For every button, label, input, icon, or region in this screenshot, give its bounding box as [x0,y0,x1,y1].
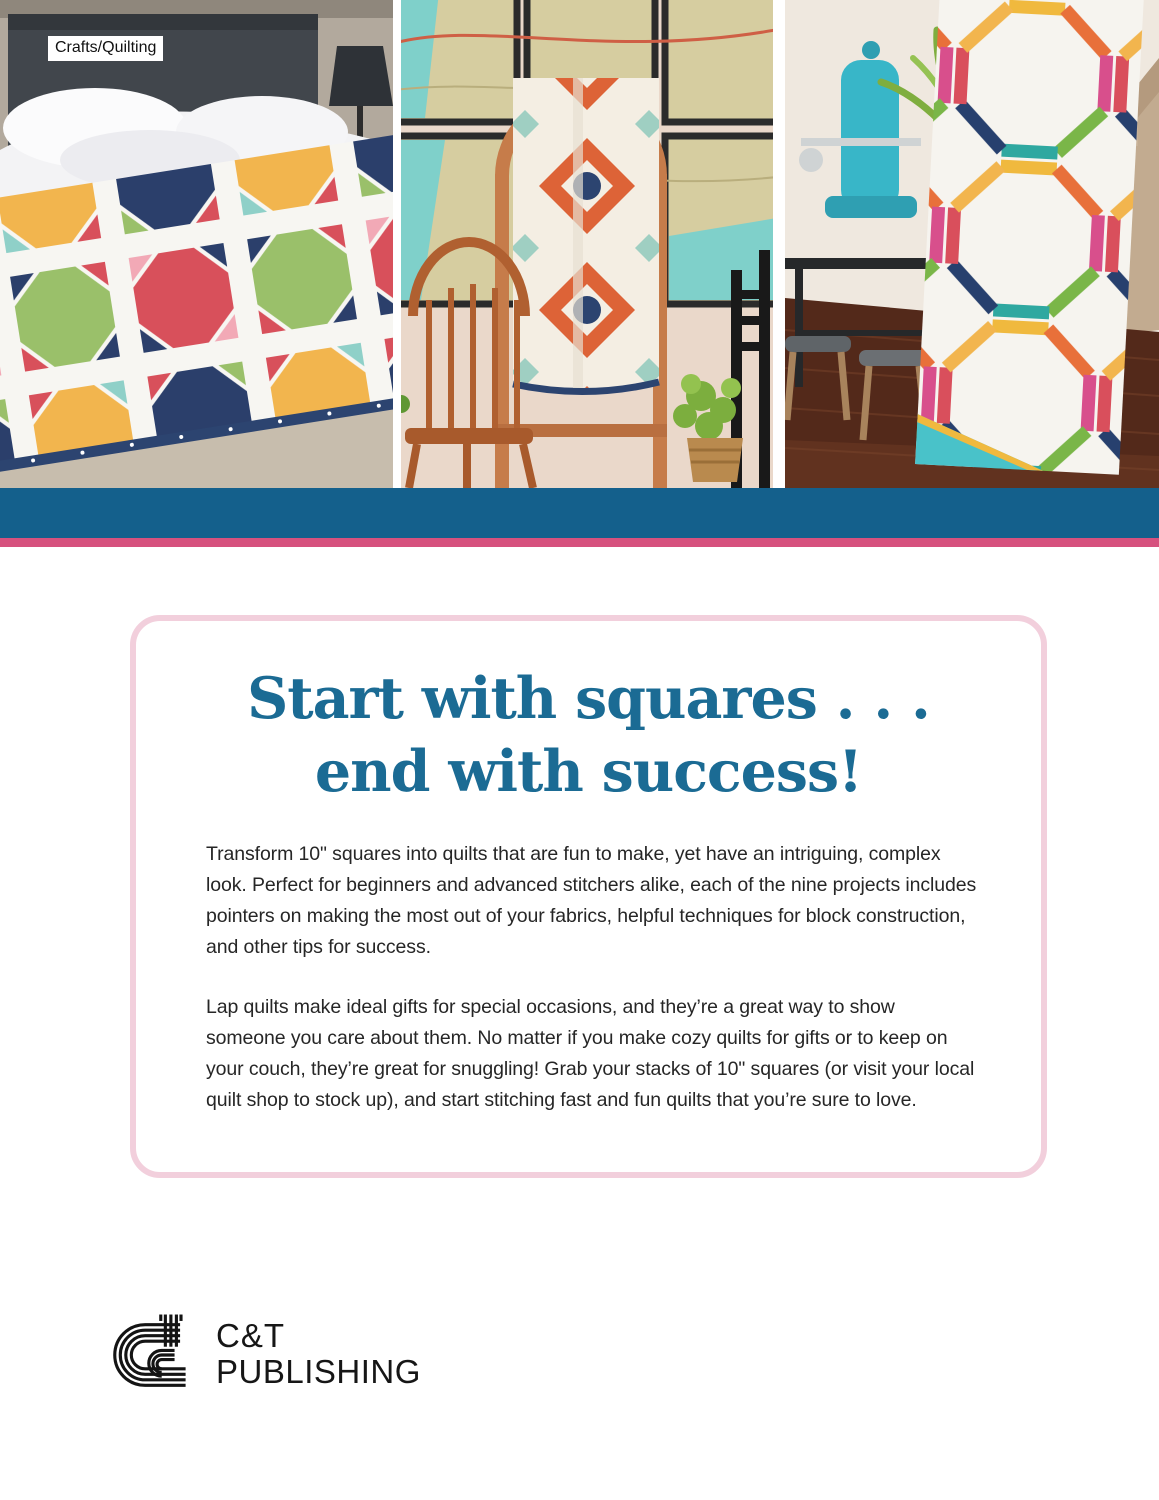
photo-ladder-quilt [401,0,773,488]
pink-stripe [0,538,1159,547]
blurb-box [130,615,1047,1178]
body-copy [206,839,977,1117]
paragraph-2: Lap quilts make ideal gifts for special occasions, and they’re a great way to show someone you care about them. No matter if you make cozy quilts for gifts or to keep on your couch, they’re great for snuggling! Grab your stacks of 10" squares (or visit your local quilt shop to stock up), and start stitching fast and fun quilts that you’re sure to love. [206,995,975,1112]
photo-bed-quilt-illustration [0,0,393,488]
teal-band [0,488,1159,538]
paragraph-1: Transform 10" squares into quilts that are fun to make, yet have an intriguing, complex look. Perfect for beginners and advanced stitchers alike, each of the nine projects includes pointers on making the most out of your fabrics, helpful techniques for block construction, and other tips for success. [206,842,977,959]
publisher-logo [112,1313,421,1397]
photo-ladder-quilt-illustration [401,0,773,488]
ct-publishing-logo-mark-icon [112,1313,204,1397]
publisher-name [216,1319,421,1388]
photo-stair-quilt-illustration [785,0,1159,488]
headline-line-1: Start with squares . . . [247,665,930,732]
photo-bed-quilt [0,0,393,488]
photo-collage [0,0,1159,488]
publisher-name-line-1: C&T [216,1317,285,1354]
headline [156,663,1021,809]
photo-stair-quilt [785,0,1159,488]
publisher-name-line-2: PUBLISHING [216,1353,421,1390]
category-label: Crafts/Quilting [48,36,163,61]
headline-line-2: end with success! [314,737,863,805]
